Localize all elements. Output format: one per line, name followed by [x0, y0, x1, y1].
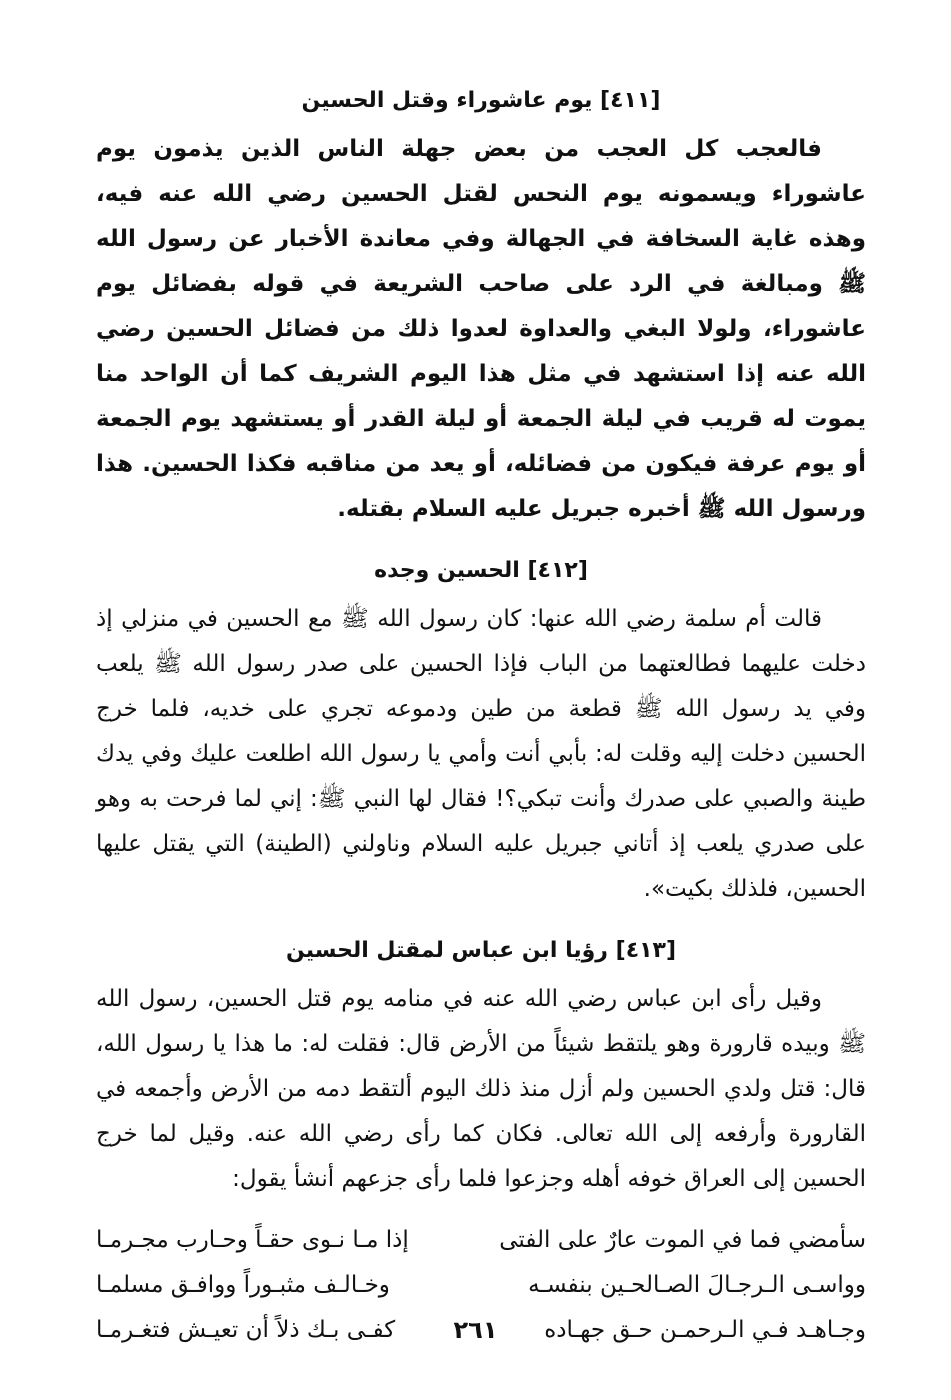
verse-first-hemistich: سأمضي فما في الموت عارٌ على الفتى: [499, 1227, 866, 1253]
document-page: [96, 78, 866, 1379]
section-411: [96, 88, 866, 532]
section-413: [96, 938, 866, 1353]
section-body: وقيل رأى ابن عباس رضي الله عنه في منامه يوم قتل الحسين، رسول الله ﷺ وبيده قارورة وهو يلتقط شيئاً من الأرض قال: فقلت له: ما هذا يا رسول الله، قال: قتل ولدي الحسين ولم أزل منذ ذلك اليوم ألتقط دمه من الأرض وأجمعه في القارورة وأرفعه إلى الله تعالى. فكان كما رأى رضي الله عنه. وقيل لما خرج الحسين إلى العراق خوفه أهله وجزعوا فلما رأى جزعهم أنشأ يقول:: [96, 986, 866, 1192]
section-heading: [٤١١] يوم عاشوراء وقتل الحسين: [301, 88, 661, 113]
section-body: قالت أم سلمة رضي الله عنها: كان رسول الله ﷺ مع الحسين في منزلي إذ دخلت عليهما فطالعتهما من الباب فإذا الحسين على صدر رسول الله ﷺ يلعب وفي يد رسول الله ﷺ قطعة من طين ودموعه تجري على خديه، فلما خرج الحسين دخلت إليه وقلت له: بأبي أنت وأمي يا رسول الله اطلعت عليك وفي يدك طينة والصبي على صدرك وأنت تبكي؟! فقال لها النبي ﷺ: إني لما فرحت به وهو على صدري يلعب إذ أتاني جبريل عليه السلام وناولني (الطينة) التي يقتل عليها الحسين، فلذلك بكيت».: [96, 606, 866, 902]
section-heading: [٤١٢] الحسين وجده: [374, 558, 588, 583]
poem-verse: [96, 1218, 866, 1263]
poem-verse: [96, 1263, 866, 1308]
verse-second-hemistich: إذا مـا نـوى حقـاً وحـارب مجـرمـا: [96, 1227, 409, 1253]
section-412: [96, 558, 866, 912]
section-heading: [٤١٣] رؤيا ابن عباس لمقتل الحسين: [285, 938, 677, 963]
verse-first-hemistich: وجـاهـد فـي الـرحمـن حـق جهـاده: [544, 1317, 866, 1343]
verse-second-hemistich: وخـالـف مثبـوراً ووافـق مسلمـا: [96, 1272, 390, 1298]
section-body: فالعجب كل العجب من بعض جهلة الناس الذين يذمون يوم عاشوراء ويسمونه يوم النحس لقتل الحسين رضي الله عنه فيه، وهذه غاية السخافة في الجهالة وفي معاندة الأخبار عن رسول الله ﷺ ومبالغة في الرد على صاحب الشريعة في قوله بفضائل يوم عاشوراء، ولولا البغي والعداوة لعدوا ذلك من فضائل الحسين رضي الله عنه إذا استشهد في مثل هذا اليوم الشريف كما أن الواحد منا يموت له قريب في ليلة الجمعة أو ليلة القدر أو يستشهد يوم الجمعة أو يوم عرفة فيكون من فضائله، أو يعد من مناقبه فكذا الحسين. هذا ورسول الله ﷺ أخبره جبريل عليه السلام بقتله.: [96, 136, 866, 522]
verse-first-hemistich: وواسـى الـرجـالَ الصـالحـين بنفسـه: [528, 1272, 866, 1298]
page-number: ٢٦١: [453, 1316, 498, 1344]
verse-second-hemistich: كفـى بـك ذلاً أن تعيـش فتغـرمـا: [96, 1317, 396, 1343]
